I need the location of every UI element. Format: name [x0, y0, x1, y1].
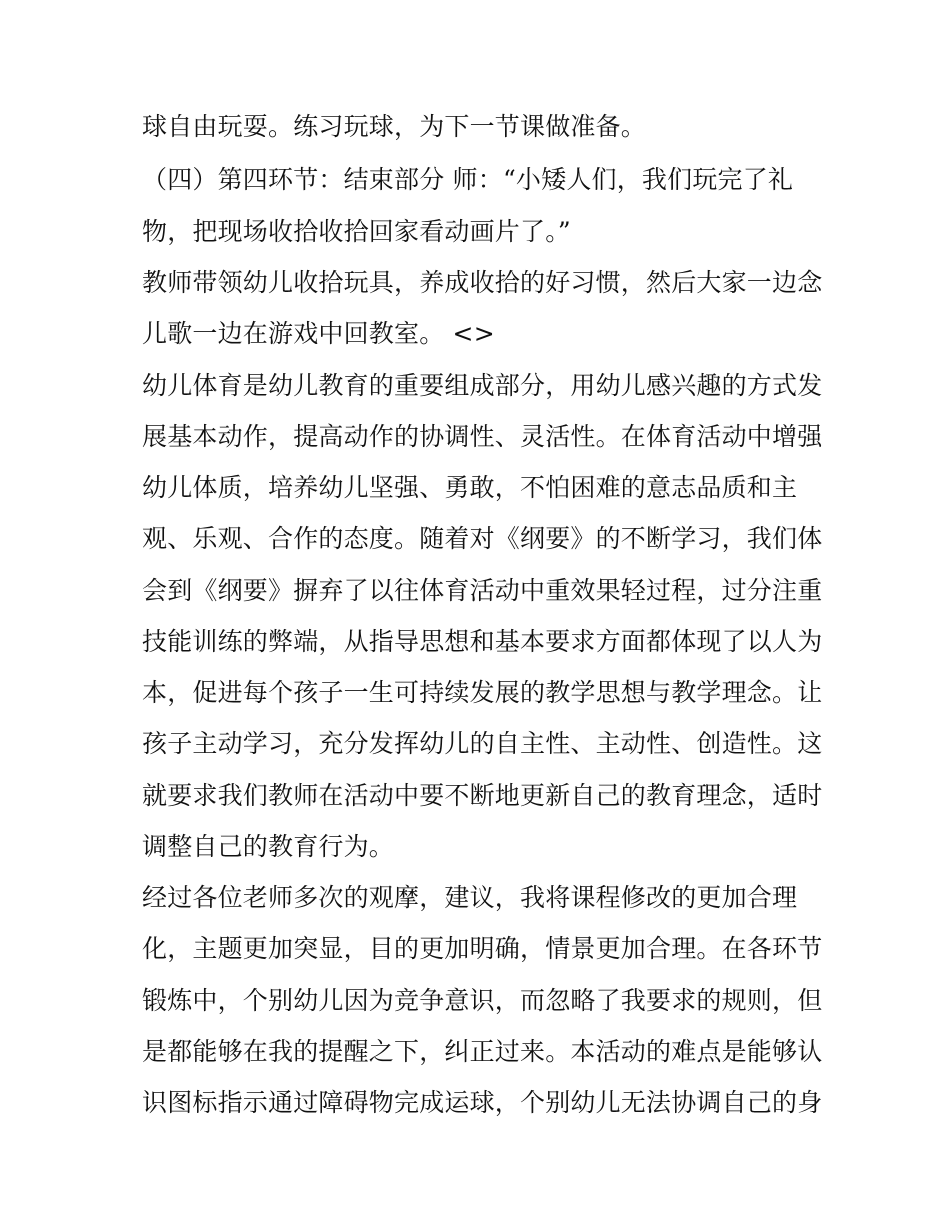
text-line: 球自由玩耍。练习玩球，为下一节课做准备。	[142, 112, 647, 141]
text-line: 教师带领幼儿收拾玩具，养成收拾的好习惯，然后大家一边念	[142, 268, 823, 297]
text-line: 观、乐观、合作的态度。随着对《纲要》的不断学习，我们体	[142, 524, 823, 553]
text-line: 锻炼中，个别幼儿因为竞争意识，而忽略了我要求的规则，但	[142, 986, 823, 1015]
text-line: 就要求我们教师在活动中要不断地更新自己的教育理念，适时	[142, 781, 823, 810]
text-line: 经过各位老师多次的观摩，建议，我将课程修改的更加合理	[142, 883, 798, 912]
text-line: 化，主题更加突显，目的更加明确，情景更加合理。在各环节	[142, 934, 823, 963]
text-line: 物，把现场收拾收拾回家看动画片了。”	[142, 217, 571, 246]
text-line: 儿歌一边在游戏中回教室。 <>	[142, 319, 495, 348]
text-line: 展基本动作，提高动作的协调性、灵活性。在体育活动中增强	[142, 422, 823, 451]
text-line: 技能训练的弊端，从指导思想和基本要求方面都体现了以人为	[142, 627, 823, 656]
text-line: 本，促进每个孩子一生可持续发展的教学思想与教学理念。让	[142, 678, 823, 707]
text-line: 幼儿体质，培养幼儿坚强、勇敢，不怕困难的意志品质和主	[142, 473, 798, 502]
text-line: 调整自己的教育行为。	[142, 832, 395, 861]
text-line: 是都能够在我的提醒之下，纠正过来。本活动的难点是能够认	[142, 1037, 823, 1066]
text-line: （四）第四环节：结束部分 师：“小矮人们，我们玩完了礼	[142, 165, 794, 194]
text-line: 孩子主动学习，充分发挥幼儿的自主性、主动性、创造性。这	[142, 729, 823, 758]
text-line: 幼儿体育是幼儿教育的重要组成部分，用幼儿感兴趣的方式发	[142, 371, 823, 400]
text-line: 会到《纲要》摒弃了以往体育活动中重效果轻过程，过分注重	[142, 576, 823, 605]
text-line: 识图标指示通过障碍物完成运球，个别幼儿无法协调自己的身	[142, 1088, 823, 1117]
